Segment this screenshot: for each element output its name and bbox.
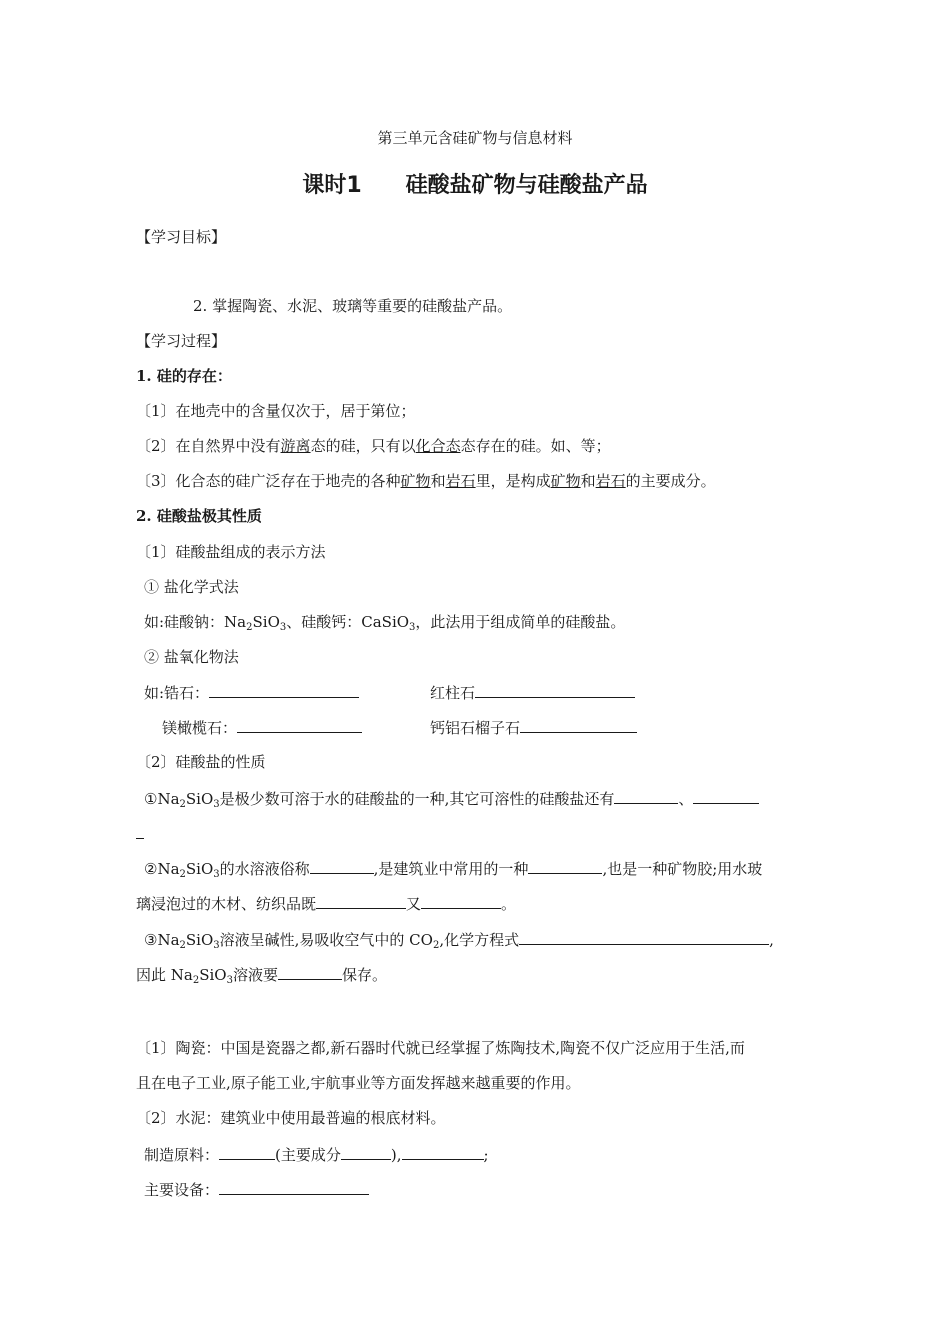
product-ceramics: 〔1〕陶瓷：中国是瓷器之都,新石器时代就已经掌握了炼陶技术,陶瓷不仅广泛应用于生活,而 [136, 1039, 745, 1057]
product-ceramics-cont: 且在电子工业,原子能工业,宇航事业等方面发挥越来越重要的作用。 [136, 1074, 581, 1092]
product-cement: 〔2〕水泥：建筑业中使用最普遍的根底材料。 [136, 1109, 446, 1127]
property-2-cont: 璃浸泡过的木材、纺织品既 又 。 [136, 895, 517, 913]
example-2-row-1: 如:锆石： [144, 682, 359, 703]
example-2-row-2: 镁橄榄石： [162, 717, 362, 738]
blank-zircon [209, 682, 359, 698]
lesson-title [0, 172, 950, 200]
property-2: $②Na_2SiO_3$的水溶液俗称 ,是建筑业中常用的一种 ,也是一种矿物胶;用水玻 [144, 860, 763, 880]
raw-materials: 制造原料： (主要成分 ), ; [144, 1146, 489, 1164]
unit-title: 第三单元含硅矿物与信息材料 [377, 129, 573, 147]
blank-garnet [520, 717, 637, 733]
example-2-garnet: 钙铝石榴子石 [430, 717, 637, 738]
section-2-sub-2: 〔2〕硅酸盐的性质 [136, 753, 266, 771]
goals-heading: 【学习目标】 [136, 228, 227, 246]
blank-andalusite [475, 682, 635, 698]
property-1-cont [136, 823, 144, 844]
lesson-label: 课时1 [302, 173, 362, 198]
main-equipment: 主要设备： [144, 1179, 369, 1200]
section-1-item-1: 〔1〕在地壳中的含量仅次于，居于第位； [136, 402, 416, 420]
method-1: ① 盐化学式法 [144, 578, 239, 596]
example-2-hongzhushi: 红柱石 [430, 682, 635, 703]
property-3-cont: 因此 $Na_2SiO_3$溶液要 保存。 [136, 966, 387, 986]
section-2-sub-1: 〔1〕硅酸盐组成的表示方法 [136, 543, 326, 561]
underline-huahetai: 化合态 [415, 437, 461, 455]
section-1-item-3: 〔3〕化合态的硅广泛存在于地壳的各种矿物和岩石里，是构成矿物和岩石的主要成分。 [136, 472, 716, 490]
property-1: $①Na_2SiO_3$是极少数可溶于水的硅酸盐的一种,其它可溶性的硅酸盐还有 、 [144, 788, 759, 809]
process-heading: 【学习过程】 [136, 332, 227, 350]
underline-youli: 游离 [280, 437, 311, 455]
property-3: $③Na_2SiO_3$溶液呈碱性,易吸收空气中的 $CO_2$,化学方程式 , [144, 931, 774, 951]
example-1: 如:硅酸钠：$Na_2SiO_3$、硅酸钙：CaSiO$_3$，此法用于组成简单的硅酸盐。 [144, 613, 626, 633]
blank-forsterite [237, 717, 362, 733]
section-1-item-2: 〔2〕在自然界中没有游离态的硅，只有以化合态态存在的硅。如、等； [136, 437, 611, 455]
lesson-name: 硅酸盐矿物与硅酸盐产品 [405, 173, 648, 198]
goal-2: 2. 掌握陶瓷、水泥、玻璃等重要的硅酸盐产品。 [193, 297, 513, 315]
section-2-heading: 2. 硅酸盐极其性质 [136, 507, 262, 525]
section-1-heading: 1. 硅的存在： [136, 367, 232, 385]
method-2: ② 盐氧化物法 [144, 648, 239, 666]
